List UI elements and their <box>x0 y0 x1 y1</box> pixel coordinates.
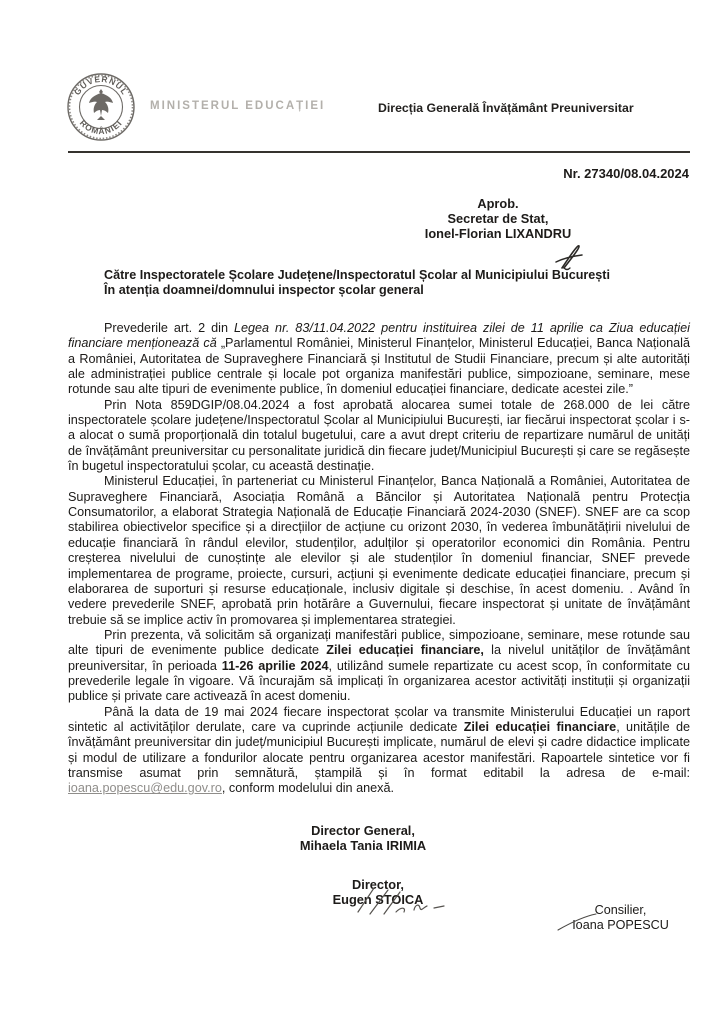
body-paragraph <box>68 705 690 797</box>
addressee-line1: Către Inspectoratele Școlare Județene/Inspectoratul Școlar al Municipiului București <box>104 268 610 282</box>
approval-label: Aprob. <box>477 196 519 211</box>
approver-name: Ionel-Florian LIXANDRU <box>424 225 572 241</box>
text-segment: , unitățile de învățământ preuniversitar din județ/municipiul București implicate, numărul de elevi și cadre didactice implicate și modul de utilizare a fondurilor alocate pentru organizarea acestor manifestări. Rapoartele sintetice vor fi transmise asumat prin semnătură, ștampilă și în format editabil la adresa de e-mail: <box>68 719 690 780</box>
signature-title: Director, <box>352 877 404 892</box>
text-segment: , utilizând sumele repartizate cu acest scop, în conformitate cu prevederile legale în vigoare. Vă încurajăm să implicați în organizarea acestor activități instituții și organizații publice și private care activează în acest domeniu. <box>68 658 690 704</box>
ministry-name: MINISTERUL EDUCAȚIEI <box>150 100 326 112</box>
text-segment: la nivelul unităților de învățământ preuniversitar, în perioada <box>68 643 690 673</box>
letter-body <box>68 321 690 797</box>
email-link[interactable]: ioana.popescu@edu.gov.ro <box>68 781 222 796</box>
eagle-emblem-icon <box>89 89 113 120</box>
signature-name: Eugen STOICA <box>332 892 424 908</box>
text-segment: Zilei educației financiare, <box>326 643 484 658</box>
text-segment: Prin prezenta, vă solicităm să organizați manifestări publice, simpozioane, seminare, mese rotunde sau alte tipuri de evenimente publice dedicate <box>68 627 690 658</box>
text-segment: 11-26 aprilie 2024 <box>221 658 329 673</box>
signature-director-general <box>228 823 498 853</box>
signature-mark-stoica <box>330 882 460 927</box>
text-segment: „Parlamentul României, Ministerul Finanțelor, Ministerul Educației, Banca Națională a României, Autoritatea de Supraveghere Financiară și Institutul de Studii Financiare, precum și alte autorități ale administrației publice centrale și locale pot organiza manifestări publice, simpozioane, seminare, mese rotunde sau alte tipuri de evenimente publice, în domeniul educației financiare, dedicate acestei zile.” <box>68 336 690 397</box>
approver-role: Secretar de Stat, <box>447 210 549 226</box>
signature-mark-popescu <box>552 912 612 934</box>
text-segment: Zilei educației financiare <box>463 719 617 734</box>
body-paragraph <box>68 628 690 705</box>
signature-name: Ioana POPESCU <box>572 918 669 933</box>
text-segment: Legea nr. 83/11.04.2022 pentru instituirea zilei de 11 aprilie ca Ziua educației financiare menționează că <box>68 321 690 351</box>
division-title: Direcția Generală Învățământ Preuniversitar <box>378 101 634 115</box>
body-paragraph <box>68 398 690 475</box>
text-segment: , conform modelului din anexă. <box>221 781 395 796</box>
government-seal-icon <box>66 72 136 142</box>
body-paragraph <box>68 321 690 398</box>
text-segment: Până la data de 19 mai 2024 fiecare inspectorat școlar va transmite Ministerului Educației un raport sintetic al activităților derulate, care va cuprinde acțiunile dedicate <box>68 704 690 734</box>
addressee-block <box>104 268 704 299</box>
text-segment: Prevederile art. 2 din <box>104 321 234 335</box>
body-paragraph <box>68 474 690 627</box>
signature-title: Director General, <box>311 823 415 838</box>
text-segment: Prin Nota 859DGIP/08.04.2024 a fost aprobată alocarea sumei totale de 268.000 de lei către inspectoratele școlare județene/Inspectoratul Școlar al Municipiului București, iar fiecărui inspectorat școlar i s-a alocat o sumă proporțională din totalul bugetului, care a avut drept criteriu de repartizare numărul de unități de învățământ preuniversitar cu personalitate juridică din fiecare județ/Municipiul București și care se regăsește în bugetul inspectoratului școlar, cu această destinație. <box>68 397 690 474</box>
text-segment: Ministerul Educației, în parteneriat cu Ministerul Finanțelor, Banca Națională a României, Autoritatea de Supraveghere Financiară, Asociația Română a Băncilor și Autoritatea Națională pentru Protecția Consumatorilor, a elaborat Strategia Națională de Educație Financiară 2024-2030 (SNEF). SNEF are ca scop stabilirea obiectivelor specifice și a direcțiilor de acțiune cu orizont 2030, în vederea îmbunătățirii nivelului de educație financiară în rândul elevilor, studenților, adulților și operatorilor economici din România. Pentru creșterea nivelului de cunoștințe ale elevilor și ale studenților în domeniul financiar, SNEF prevede implementarea de programe, proiecte, cursuri, acțiuni și evenimente dedicate educației financiare, precum și elaborarea de suporturi și resurse educaționale, inclusiv digitale și deschise, în acest domeniu. . Având în vedere prevederile SNEF, aprobată prin hotărâre a Guvernului, fiecare inspectorat și unitate de învățământ trebuie să se implice activ în promovarea și implementarea strategiei. <box>68 474 690 627</box>
svg-text:ROMÂNIEI: ROMÂNIEI <box>77 117 125 137</box>
approval-block <box>378 197 618 241</box>
signature-title: Consilier, <box>594 903 647 917</box>
addressee-line2: În atenția doamnei/domnului inspector școlar general <box>104 283 424 298</box>
svg-text:GUVERNUL: GUVERNUL <box>71 73 131 97</box>
reference-number: Nr. 27340/08.04.2024 <box>563 166 689 181</box>
header-divider <box>68 151 690 153</box>
signature-name: Mihaela Tania IRIMIA <box>299 838 427 854</box>
